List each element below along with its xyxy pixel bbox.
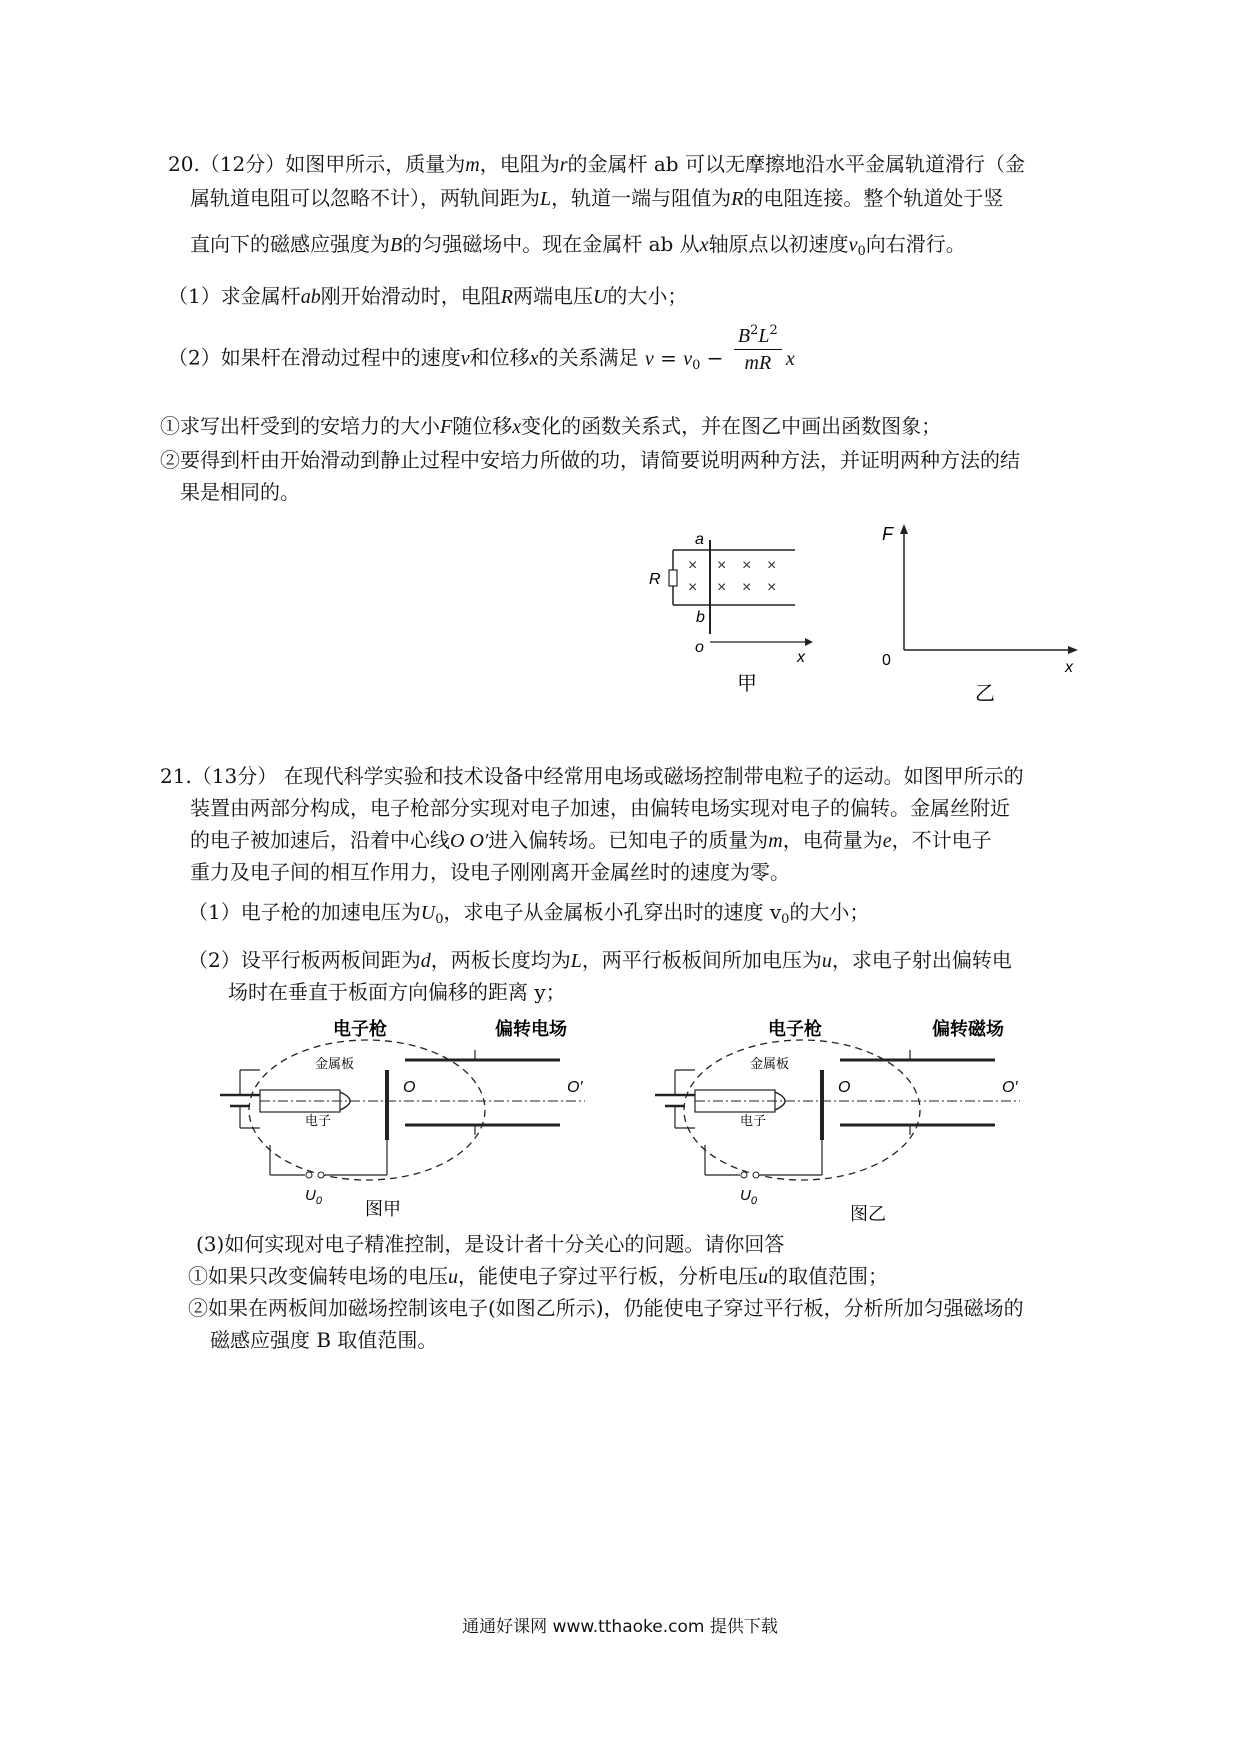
label-O-b: O [838, 1079, 851, 1096]
resistor-symbol [669, 570, 677, 586]
q20-sub-1: ①求写出杆受到的安培力的大小F随位移x变化的函数关系式，并在图乙中画出函数图象； [160, 414, 942, 438]
label-electron: 电子 [305, 1113, 332, 1128]
svg-text:×: × [688, 579, 698, 596]
label-a: a [695, 531, 704, 548]
svg-text:×: × [767, 579, 777, 596]
label-O-prime-b: O′ [1002, 1079, 1018, 1096]
label-deflect-field: 偏转电场 [495, 1019, 567, 1039]
label-metal-plate: 金属板 [315, 1056, 355, 1071]
figure-rails-jia [645, 522, 820, 702]
svg-text:×: × [767, 557, 777, 574]
q21-line-1: 21.（13分） 在现代科学实验和技术设备中经常用电场或磁场控制带电粒子的运动。如图甲所示的 [160, 764, 1024, 788]
page-footer: 通通好课网 www.tthaoke.com 提供下载 [462, 1617, 778, 1637]
svg-text:×: × [717, 557, 727, 574]
q20-line-3: 直向下的磁感应强度为B的匀强磁场中。现在金属杆 ab 从x轴原点以初速度$v_0$向右滑行。 [190, 232, 966, 259]
figure-caption-yi-21: 图乙 [850, 1204, 886, 1224]
q21-line-4: 重力及电子间的相互作用力，设电子刚刚离开金属丝时的速度为零。 [190, 860, 790, 884]
label-zero: 0 [882, 652, 891, 669]
svg-text:×: × [742, 557, 752, 574]
label-gun-b: 电子枪 [768, 1019, 822, 1039]
q20-part-2: （2）如果杆在滑动过程中的速度v和位移x的关系满足 $v = v_0$ − $\frac{B^2L^2}{mR}$ x [168, 330, 795, 388]
label-origin: o [695, 639, 704, 656]
label-electron-b: 电子 [740, 1113, 767, 1128]
q20-line-1: 20.（12分）如图甲所示，质量为m，电阻为r的金属杆 ab 可以无摩擦地沿水平金属轨道滑行（金 [168, 152, 1025, 176]
figure-caption-jia: 甲 [737, 673, 757, 695]
figure-electron-gun-yi [640, 1010, 1080, 1225]
q21-line-3: 的电子被加速后，沿着中心线O O′进入偏转场。已知电子的质量为m，电荷量为e，不计电子 [190, 828, 992, 852]
q21-part-2: （2）设平行板两板间距为d，两板长度均为L，两平行板板间所加电压为u，求电子射出偏转电 [188, 948, 1012, 972]
q21-part-1: （1）电子枪的加速电压为$U_0$，求电子从金属板小孔穿出时的速度 $v_0$的大小； [188, 900, 870, 927]
magnetic-field-crosses [688, 557, 776, 596]
q21-part-3-sub-1: ①如果只改变偏转电场的电压u，能使电子穿过平行板，分析电压u的取值范围； [188, 1264, 888, 1288]
figure-caption-yi: 乙 [975, 683, 995, 705]
q21-part-3: (3)如何实现对电子精准控制，是设计者十分关心的问题。请你回答 [196, 1232, 785, 1256]
label-x: x [1065, 659, 1073, 676]
figure-axes-yi [870, 520, 1085, 710]
svg-text:×: × [717, 579, 727, 596]
q21-part-3-sub-2: ②如果在两板间加磁场控制该电子(如图乙所示)，仍能使电子穿过平行板，分析所加匀强磁场的 [188, 1296, 1024, 1320]
q20-sub-2-cont: 果是相同的。 [180, 480, 300, 504]
label-x-axis: x [797, 649, 805, 666]
label-R: R [649, 571, 661, 588]
label-U0: $U_0$ [305, 1187, 322, 1207]
svg-text:×: × [688, 557, 698, 574]
label-F: F [882, 524, 893, 544]
q21-line-2: 装置由两部分构成，电子枪部分实现对电子加速，由偏转电场实现对电子的偏转。金属丝附近 [190, 796, 1010, 820]
figure-electron-gun-jia [205, 1010, 645, 1225]
q21-part-3-sub-2-cont: 磁感应强度 B 取值范围。 [210, 1328, 438, 1352]
label-O: O [403, 1079, 416, 1096]
label-deflect-magnetic: 偏转磁场 [932, 1019, 1004, 1039]
label-U0-b: $U_0$ [740, 1187, 757, 1207]
q20-sub-2: ②要得到杆由开始滑动到静止过程中安培力所做的功，请简要说明两种方法，并证明两种方法的结 [160, 448, 1020, 472]
label-gun: 电子枪 [333, 1019, 387, 1039]
svg-text:×: × [742, 579, 752, 596]
q20-part-1: （1）求金属杆ab刚开始滑动时，电阻R两端电压U的大小； [168, 284, 688, 308]
label-metal-plate-b: 金属板 [750, 1056, 790, 1071]
label-O-prime: O′ [567, 1079, 583, 1096]
label-b: b [696, 609, 705, 626]
q20-line-2: 属轨道电阻可以忽略不计），两轨间距为L，轨道一端与阻值为R的电阻连接。整个轨道处于竖 [190, 186, 1004, 210]
q21-part-2-cont: 场时在垂直于板面方向偏移的距离 y； [228, 980, 566, 1004]
figure-caption-jia-21: 图甲 [365, 1199, 401, 1219]
velocity-equation: $v = v_0$ − $\frac{B^2L^2}{mR}$ x [645, 346, 795, 370]
